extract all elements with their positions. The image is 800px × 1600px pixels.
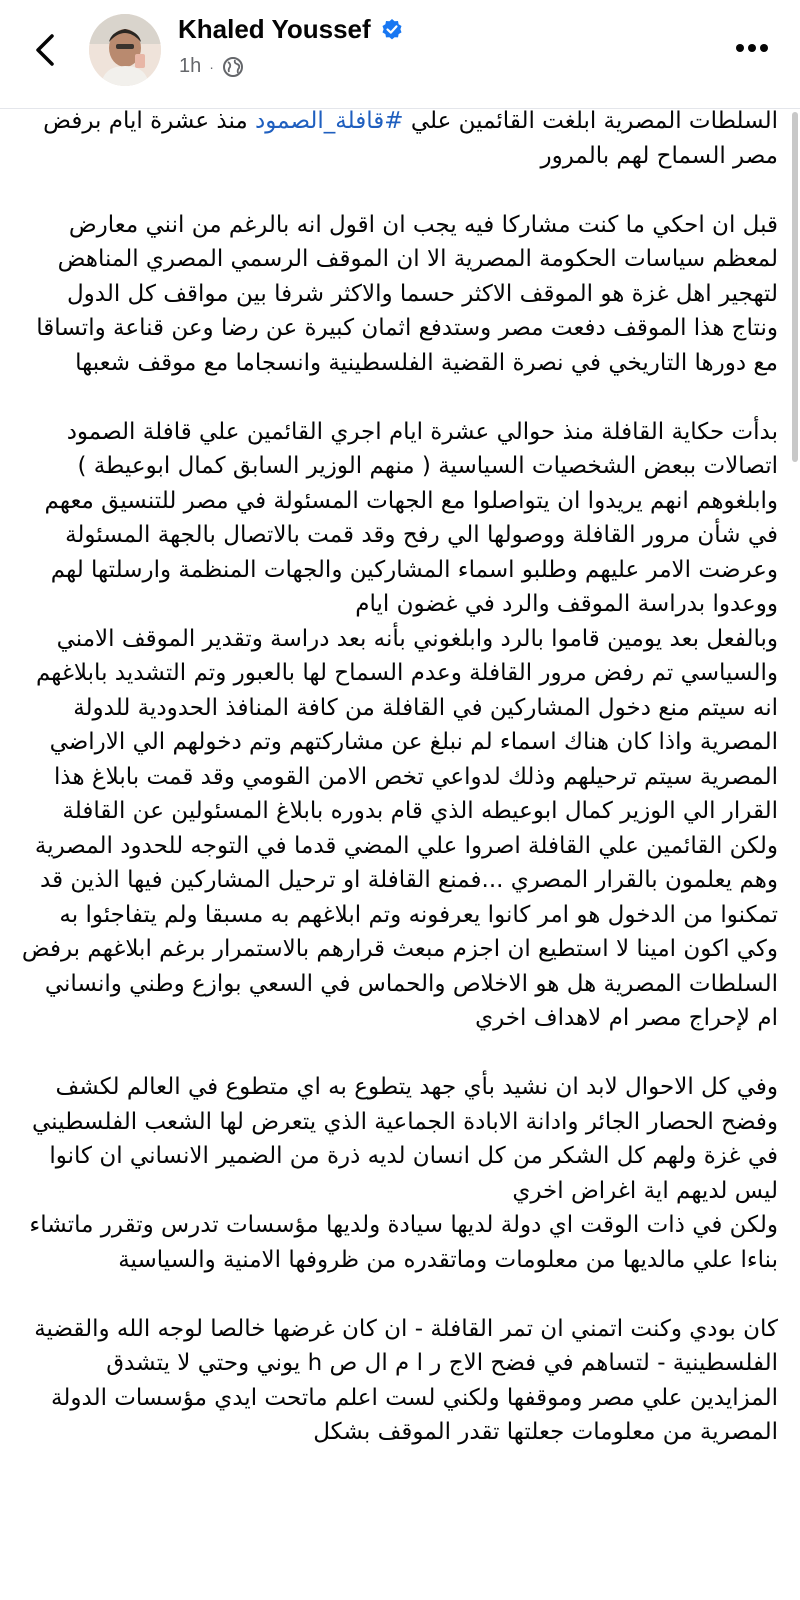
paragraph-sovereignty: ولكن في ذات الوقت اي دولة لديها سيادة ولديها مؤسسات تدرس وتقرر ماتشاء بناءا علي مالديها من معلومات وماتقدره من ظروفها الامنية والسياسية <box>29 1212 778 1273</box>
author-name-row[interactable] <box>178 14 404 45</box>
paragraph-intro <box>18 104 778 173</box>
p1-text-end: منذ عشرة ايام برفض مصر السماح لهم بالمرور <box>43 108 778 169</box>
post-meta <box>179 55 244 78</box>
back-button[interactable] <box>28 30 62 70</box>
p1-text-start: السلطات المصرية ابلغت القائمين علي <box>403 108 778 134</box>
profile-photo <box>89 14 161 86</box>
paragraph-praise: وفي كل الاحوال لابد ان نشيد بأي جهد يتطوع به اي متطوع في العالم لكشف وفضح الحصار الجائر وادانة الابادة الجماعية الذي يتعرض لها الشعب الفلسطيني في غزة ولهم كل الشكر من كل انسان لديه ذرة من الضمير الانساني ان كانوا ليس لديهم اية اغراض اخري <box>32 1074 778 1204</box>
author-name[interactable]: Khaled Youssef <box>178 14 371 44</box>
paragraph-wish: كان بودي وكنت اتمني ان تمر القافلة - ان كان غرضها خالصا لوجه الله والقضية الفلسطينية - لتساهم في فضح الاج ر ا م ال ص h يوني وحتي لا يتشدق المزايدين علي مصر وموقفها ولكني لست اعلم ماتحت ايدي مؤسسات الدولة المصرية من معلومات جعلتها تقدر الموقف بشكل <box>34 1315 778 1445</box>
chevron-left-icon <box>28 30 62 70</box>
paragraph-position: قبل ان احكي ما كنت مشاركا فيه يجب ان اقول انه بالرغم من انني معارض لمعظم سياسات الحكومة المصرية الا ان الموقف الرسمي المصري المناهض لتهجير اهل غزة هو الموقف الاكثر حسما والاكثر شرفا بين مواقف كل الدول ونتاج هذا الموقف دفعت مصر وستدفع اثمان كبيرة عن رضا وعن قناعة واتساقا مع دورها التاريخي في نصرة القضية الفلسطينية وانسجاما مع موقف شعبها <box>36 211 778 376</box>
more-dots-icon <box>732 36 772 60</box>
more-options-button[interactable] <box>732 36 772 60</box>
post-header <box>0 0 800 109</box>
hashtag-link[interactable]: #قافلة_الصمود <box>255 108 404 134</box>
post-body <box>18 104 778 1450</box>
paragraph-gap <box>18 380 778 415</box>
avatar[interactable] <box>89 14 161 86</box>
paragraph-story-response: وبالفعل بعد يومين قاموا بالرد وابلغوني بأنه بعد دراسة وتقدير الموقف الامني والسياسي تم رفض مرور القافلة وعدم السماح لها بالعبور وتم التشديد بابلاغهم انه سيتم منع دخول المشاركين في القافلة من كافة المنافذ الحدودية للدولة المصرية واذا كان هناك اسماء لم نبلغ عن مشاركتهم وتم دخولهم الي الاراضي المصرية سيتم ترحيلهم وذلك لدواعي تخص الامن القومي وقد قمت بابلاغ هذا القرار الي الوزير كمال ابوعيطه الذي قام بدوره بابلاغ المسئولين عن القافلة ولكن القائمين علي القافلة اصروا علي المضي قدما في التوجه للحدود المصرية وهم يعلمون بالقرار المصري ...فمنع القافلة او ترحيل المشاركين فيها الذين قد تمكنوا من الدخول هو امر كانوا يعرفونه وتم ابلاغهم به مسبقا ولم يتفاجئوا به وكي اكون امينا لا استطيع ان اجزم مبعث قرارهم بالاستمرار برغم ابلاغهم برفض السلطات المصرية هل هو الاخلاص والحماس في السعي بوازع وطني وانساني ام لإحراج مصر ام لاهداف اخري <box>21 625 778 1031</box>
verified-badge-icon <box>380 18 404 42</box>
paragraph-gap <box>18 1277 778 1312</box>
paragraph-gap <box>18 173 778 208</box>
paragraph-story-start: بدأت حكاية القافلة منذ حوالي عشرة ايام اجري القائمين علي قافلة الصمود اتصالات ببعض الشخصيات السياسية ( منهم الوزير السابق كمال ابوعيطة ) وابلغوهم انهم يريدوا ان يتواصلوا مع الجهات المسئولة في مصر للتنسيق معهم في شأن مرور القافلة ووصولها الي رفح وقد قمت بالاتصال بالجهة المسئولة وعرضت الامر عليهم وطلبو اسماء المشاركين والجهات المنظمة وارسلتها لهم ووعدوا بدراسة الموقف والرد في غضون ايام <box>44 418 778 617</box>
globe-icon[interactable] <box>222 56 244 78</box>
meta-separator: · <box>209 58 214 75</box>
scrollbar-thumb[interactable] <box>792 112 798 462</box>
post-time[interactable]: 1h <box>179 55 202 77</box>
paragraph-gap <box>18 1036 778 1071</box>
